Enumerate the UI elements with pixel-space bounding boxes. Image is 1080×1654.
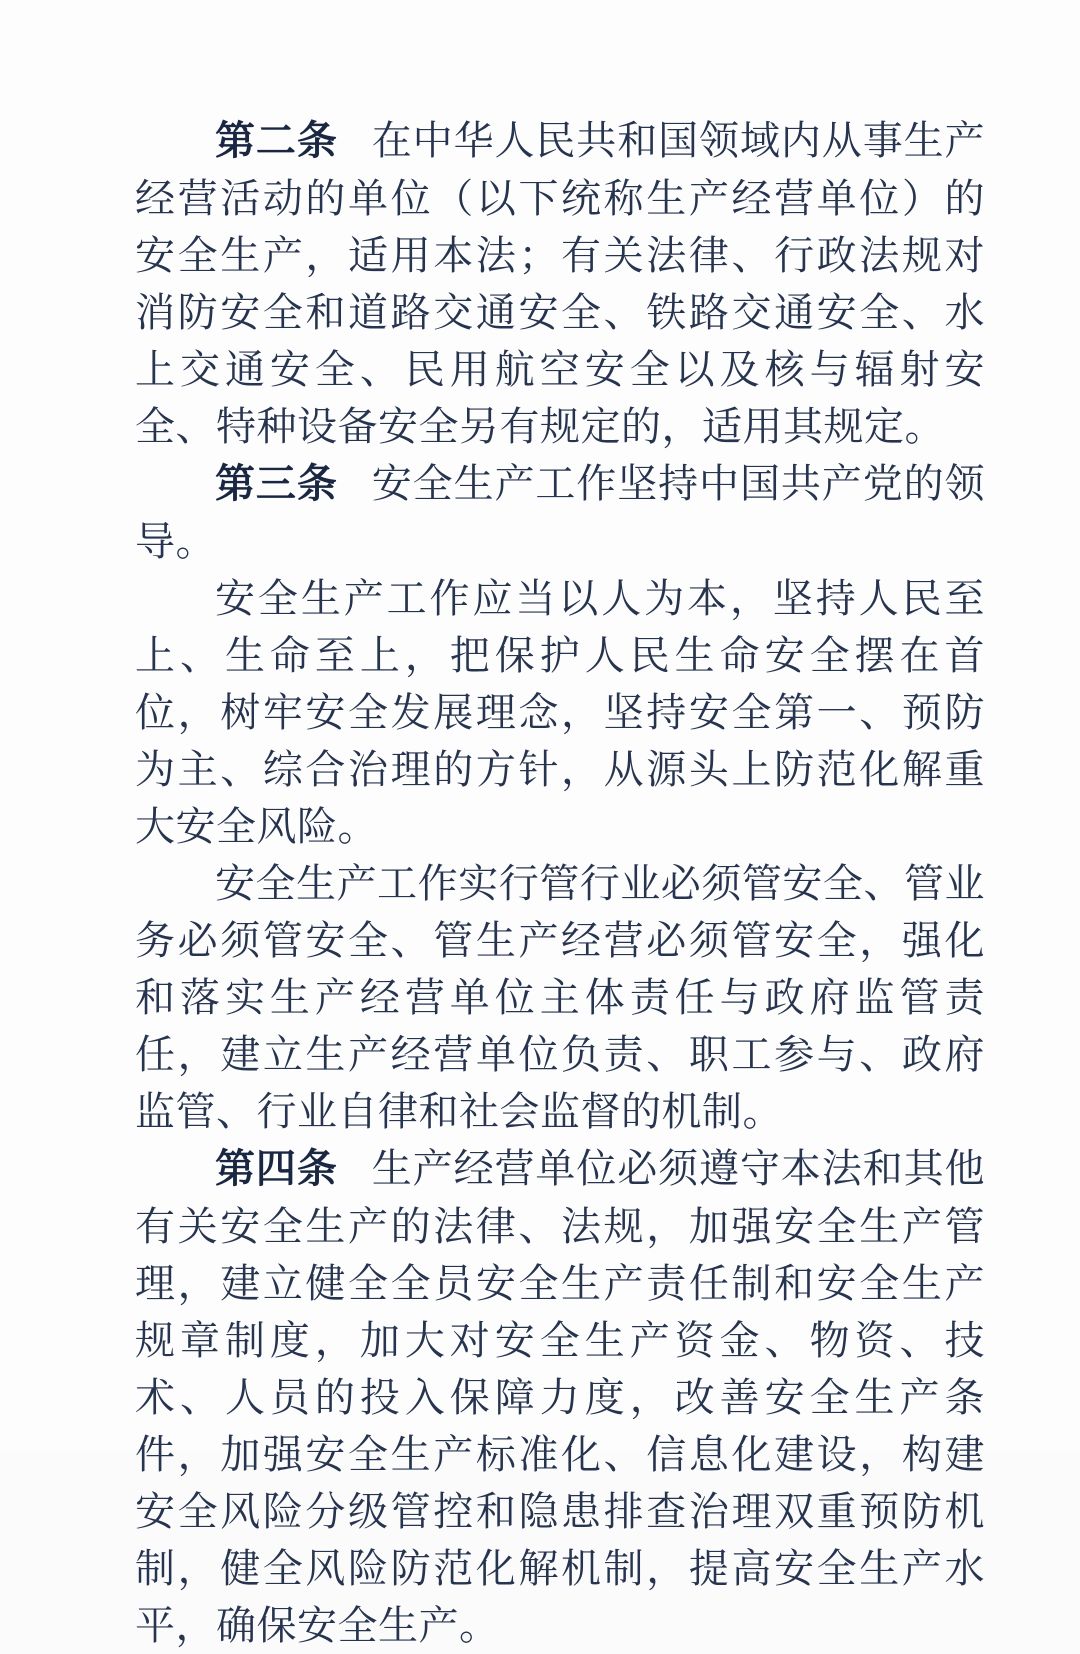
paragraph-text: 生产经营单位必须遵守本法和其他有关安全生产的法律、法规，加强安全生产管理，建立健全全员安全生产责任制和安全生产规章制度，加大对安全生产资金、物资、技术、人员的投入保障力度，改善安全生产条件，加强安全生产标准化、信息化建设，构建安全风险分级管控和隐患排查治理双重预防机制，健全风险防范化解机制，提高安全生产水平，确保安全生产。 [135, 1146, 986, 1648]
law-paragraph-article-3-clause-3 [135, 855, 985, 1140]
law-paragraph-article-3 [135, 455, 985, 570]
law-paragraph-article-2 [135, 112, 985, 455]
paragraph-text: 安全生产工作应当以人为本，坚持人民至上、生命至上，把保护人民生命安全摆在首位，树牢安全发展理念，坚持安全第一、预防为主、综合治理的方针，从源头上防范化解重大安全风险。 [135, 576, 985, 849]
law-text-block [135, 112, 985, 1654]
paragraph-text: 安全生产工作坚持中国共产党的领导。 [135, 461, 986, 564]
paragraph-text: 在中华人民共和国领域内从事生产经营活动的单位（以下统称生产经营单位）的安全生产，适用本法；有关法律、行政法规对消防安全和道路交通安全、铁路交通安全、水上交通安全、民用航空安全以及核与辐射安全、特种设备安全另有规定的，适用其规定。 [135, 118, 986, 449]
law-paragraph-article-3-clause-2 [135, 570, 985, 855]
article-number: 第二条 [215, 119, 338, 163]
article-number: 第三条 [215, 462, 338, 506]
paragraph-text: 安全生产工作实行管行业必须管安全、管业务必须管安全、管生产经营必须管安全，强化和落实生产经营单位主体责任与政府监管责任，建立生产经营单位负责、职工参与、政府监管、行业自律和社会监督的机制。 [135, 861, 985, 1134]
article-number: 第四条 [215, 1147, 338, 1191]
law-paragraph-article-4 [135, 1140, 985, 1654]
